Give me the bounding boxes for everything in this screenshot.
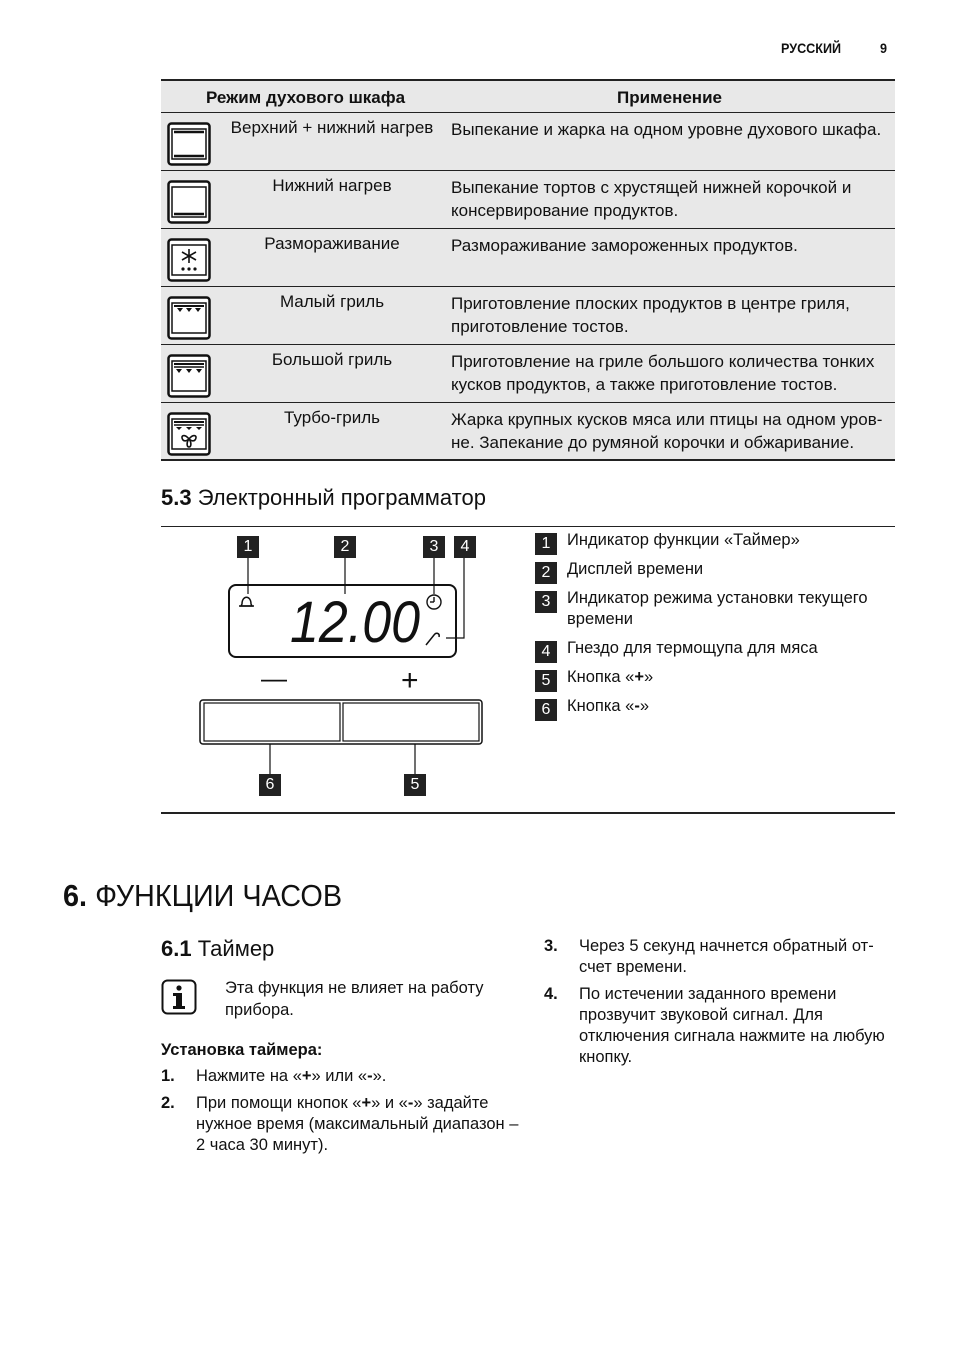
legend-number: 5	[535, 670, 557, 692]
legend-text: Дисплей времени	[567, 560, 704, 578]
steps-heading: Установка таймера:	[161, 1041, 323, 1059]
legend-number: 3	[535, 591, 557, 613]
legend-text: Гнездо для термощупа для мяса	[567, 639, 818, 657]
info-icon	[161, 979, 197, 1015]
section-title: Таймер	[197, 936, 275, 961]
mode-name: Верхний + нижний нагрев	[230, 118, 434, 137]
legend-item	[535, 559, 895, 580]
legend-text-prefix: Кнопка «	[567, 668, 635, 686]
legend-text: Индикатор режима установки текущего времени	[567, 589, 868, 628]
defrost-icon	[167, 238, 211, 282]
legend-text-prefix: Кнопка «	[567, 697, 635, 715]
table-row	[161, 229, 895, 287]
legend-text-suffix: »	[639, 697, 650, 715]
step-number: 4.	[544, 985, 558, 1003]
chapter-6-heading	[63, 878, 342, 914]
step-text: Через 5 секунд начнется обратный отсчет времени.	[579, 937, 874, 976]
step-symbol: -	[367, 1067, 373, 1085]
section-6-1-heading	[161, 936, 274, 962]
large-grill-icon	[167, 354, 211, 398]
step-text: ».	[372, 1067, 387, 1085]
callout-4: 4	[454, 536, 476, 558]
chapter-title: ФУНКЦИИ ЧАСОВ	[95, 878, 343, 913]
step-text: При помощи кнопок «	[196, 1094, 362, 1112]
step-text: По истечении заданного времени прозвучит звуковой сигнал. Для отключения сигнала нажмите на любую кнопку.	[579, 985, 885, 1066]
minus-symbol: —	[261, 663, 287, 693]
legend-text-suffix: »	[644, 668, 654, 686]
list-item	[161, 1066, 521, 1087]
legend-symbol: -	[634, 697, 640, 715]
section-number: 6.1	[161, 936, 192, 961]
mode-application: Жарка крупных кусков мяса или птицы на одном уровне. Запекание до румяной корочки и обжаривание.	[451, 410, 883, 452]
info-note: Эта функция не влияет на работу прибора.	[225, 979, 484, 1019]
legend-item	[535, 588, 895, 630]
callout-6: 6	[259, 774, 281, 796]
turbo-grill-icon	[167, 412, 211, 456]
callout-3: 3	[423, 536, 445, 558]
step-text: » задайте нужное время (максимальный диапазон – 2 часа 30 минут).	[196, 1094, 519, 1154]
header-language: РУССКИЙ	[781, 40, 842, 56]
legend-item	[535, 667, 895, 688]
small-grill-icon	[167, 296, 211, 340]
legend-number: 4	[535, 641, 557, 663]
section-divider	[161, 526, 895, 527]
section-number: 5.3	[161, 485, 192, 510]
list-item	[161, 1093, 521, 1156]
list-item	[544, 984, 896, 1068]
legend-symbol: +	[634, 668, 644, 686]
oven-mode-table	[161, 79, 895, 461]
table-row	[161, 345, 895, 403]
step-number: 3.	[544, 937, 558, 955]
mode-application: Выпекание и жарка на одном уровне духового шкафа.	[451, 120, 882, 139]
step-symbol: +	[301, 1067, 312, 1085]
table-row	[161, 113, 895, 171]
mode-application: Приготовление плоских продуктов в центре гриля, приготовление тостов.	[451, 294, 850, 336]
bottom-heat-icon	[167, 180, 211, 224]
page-number: 9	[880, 40, 888, 56]
table-row	[161, 287, 895, 345]
mode-name: Размораживание	[264, 234, 400, 253]
mode-name: Нижний нагрев	[272, 176, 392, 195]
callout-5: 5	[404, 774, 426, 796]
section-title: Электронный программатор	[197, 485, 486, 510]
steps-list-left	[161, 1066, 521, 1162]
mode-application: Приготовление на гриле большого количества тонких кусков продуктов, а также приготовление тостов.	[451, 352, 875, 394]
top-bottom-heat-icon	[167, 122, 211, 166]
mode-application: Выпекание тортов с хрустящей нижней корочкой и консервирование продуктов.	[451, 178, 852, 220]
chapter-number: 6.	[63, 878, 88, 913]
section-divider	[161, 812, 895, 814]
minus-button	[204, 703, 340, 741]
mode-name: Малый гриль	[279, 292, 385, 311]
legend-item	[535, 530, 895, 551]
callout-2: 2	[334, 536, 356, 558]
column-header-mode: Режим духового шкафа	[206, 88, 406, 107]
plus-button	[343, 703, 479, 741]
step-symbol: +	[361, 1094, 372, 1112]
programmer-diagram	[195, 534, 490, 799]
list-item	[544, 936, 896, 978]
table-header	[161, 79, 895, 113]
mode-name: Большой гриль	[271, 350, 393, 369]
callout-1: 1	[237, 536, 259, 558]
table-row	[161, 403, 895, 461]
legend-number: 2	[535, 562, 557, 584]
step-number: 1.	[161, 1067, 175, 1085]
step-symbol: -	[407, 1094, 414, 1112]
mode-application: Размораживание замороженных продуктов.	[451, 236, 798, 255]
step-number: 2.	[161, 1094, 175, 1112]
step-text: » и «	[371, 1094, 408, 1112]
diagram-legend	[535, 530, 895, 725]
mode-name: Турбо-гриль	[284, 408, 380, 427]
legend-item	[535, 696, 895, 717]
plus-symbol: +	[401, 664, 419, 697]
legend-number: 6	[535, 699, 557, 721]
steps-list-right	[544, 936, 896, 1074]
time-display-digits: 12.00	[290, 590, 420, 655]
legend-item	[535, 638, 895, 659]
column-header-application: Применение	[617, 88, 722, 107]
section-5-3-heading	[161, 485, 486, 511]
step-text: » или «	[311, 1067, 368, 1085]
legend-text: Индикатор функции «Таймер»	[567, 531, 800, 549]
legend-number: 1	[535, 533, 557, 555]
table-row	[161, 171, 895, 229]
step-text: Нажмите на «	[196, 1067, 302, 1085]
